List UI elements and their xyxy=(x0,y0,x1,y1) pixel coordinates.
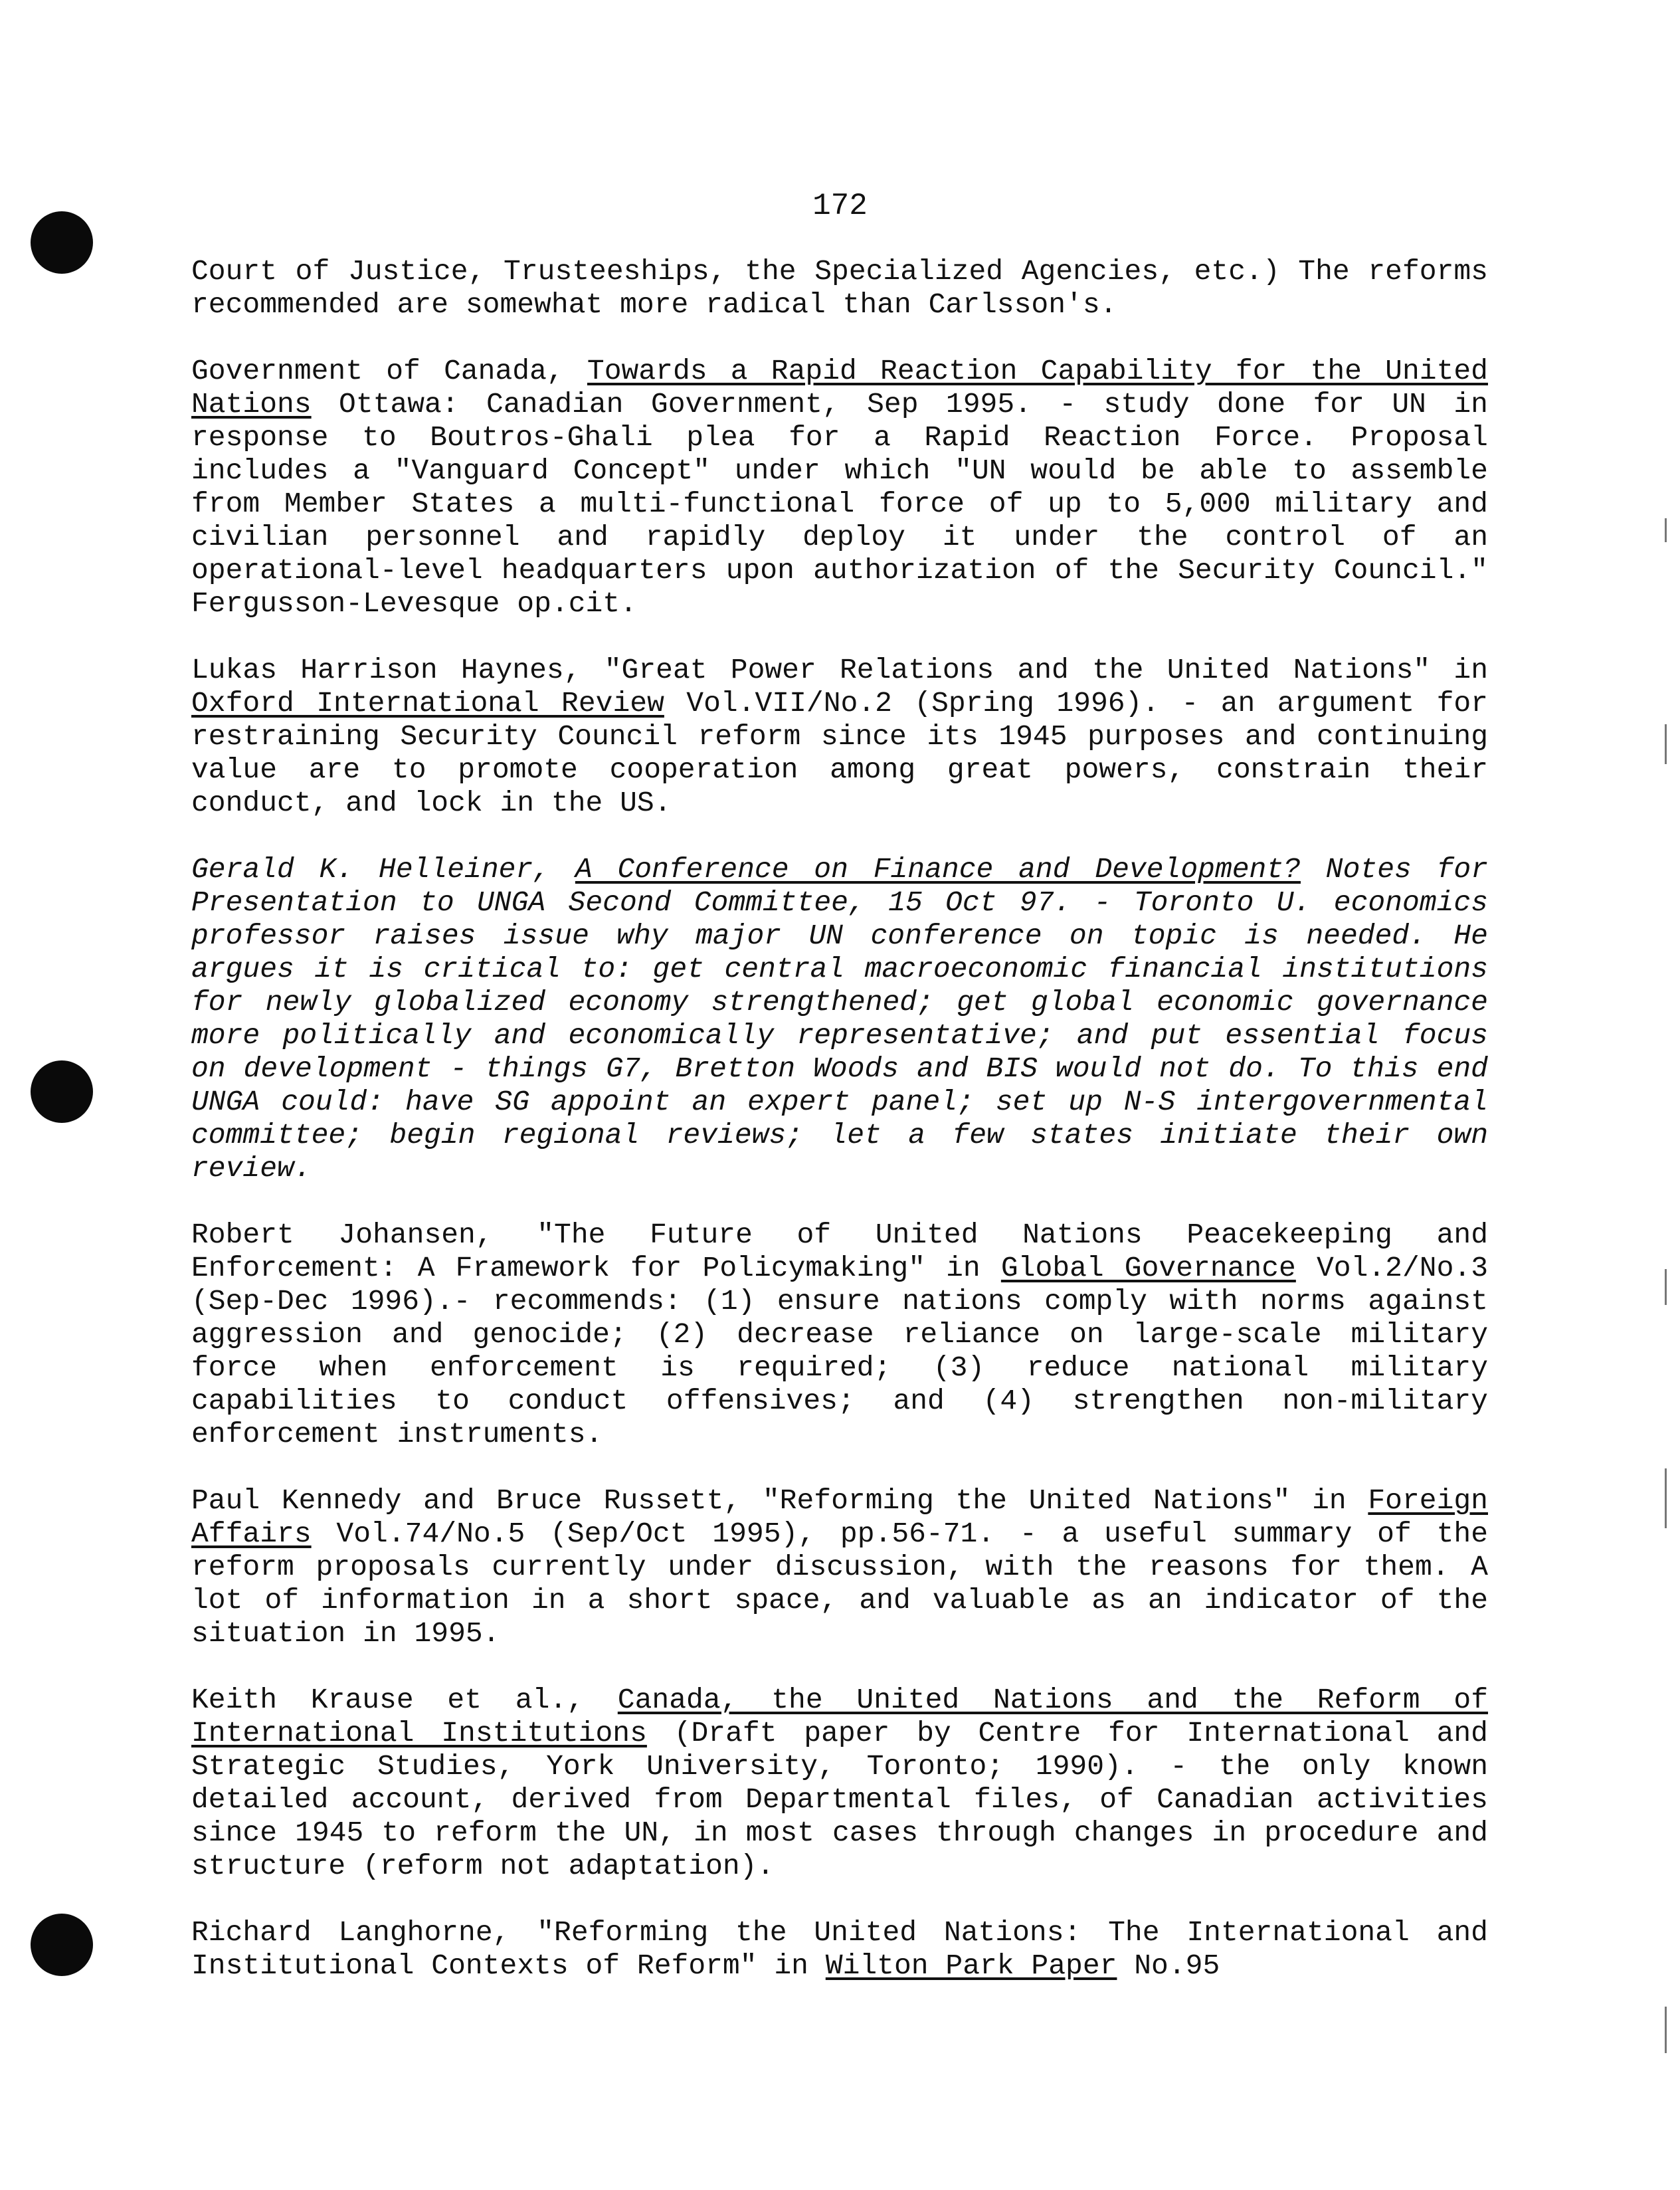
scan-edge-mark xyxy=(1665,518,1667,542)
bibliography-entry xyxy=(191,853,1488,1185)
entry-title-underlined: Oxford International Review xyxy=(191,687,664,720)
entry-text: Vol.2/No.3 (Sep-Dec 1996).- recommends: (1) ensure nations comply with norms against aggression and genocide; (2) decrease reliance on large-scale military force when enforcement is required; (3) reduce national military capabilities to conduct offensives; and (4) strengthen non-military enforcement instruments. xyxy=(191,1252,1488,1450)
entry-text: Government of Canada, xyxy=(191,355,587,387)
scan-edge-mark xyxy=(1665,2007,1667,2053)
bibliography-entry xyxy=(191,654,1488,820)
punch-hole-bottom xyxy=(31,1914,93,1976)
page-number: 172 xyxy=(812,189,868,223)
entry-text: Vol.74/No.5 (Sep/Oct 1995), pp.56-71. - a useful summary of the reform proposals currently under discussion, with the reasons for them. A lot of information in a short space, and valuable as an indicator of the situation in 1995. xyxy=(191,1518,1488,1650)
entry-text: Notes for Presentation to UNGA Second Committee, 15 Oct 97. - Toronto U. economics professor raises issue why major UN conference on topic is needed. He argues it is critical to: get central macroeconomic financial institutions for newly globalized economy strengthened; get global economic governance more politically and economically representative; and put essential focus on development - things G7, Bretton Woods and BIS would not do. To this end UNGA could: have SG appoint an expert panel; set up N-S intergovernmental committee; begin regional reviews; let a few states initiate their own review. xyxy=(191,853,1489,1185)
scan-edge-mark xyxy=(1665,724,1667,764)
entry-text: Keith Krause et al., xyxy=(191,1684,618,1716)
bibliography-entry xyxy=(191,355,1488,621)
bibliography-entry xyxy=(191,1219,1488,1451)
entry-text: Ottawa: Canadian Government, Sep 1995. - study done for UN in response to Boutros-Ghali plea for a Rapid Reaction Force. Proposal includes a "Vanguard Concept" under which "UN would be able to assemble from Member States a multi-functional force of up to 5,000 military and civilian personnel and rapidly deploy it under the control of an operational-level headquarters upon authorization of the Security Council." Fergusson-Levesque op.cit. xyxy=(191,388,1488,620)
bibliography-entry xyxy=(191,1484,1488,1650)
bibliography-entry xyxy=(191,255,1488,322)
scan-edge-mark xyxy=(1665,1468,1667,1528)
bibliography-entries xyxy=(191,255,1488,2016)
entry-text: Paul Kennedy and Bruce Russett, "Reforming the United Nations" in xyxy=(191,1484,1368,1517)
entry-title-underlined: Wilton Park Paper xyxy=(825,1949,1117,1982)
bibliography-entry xyxy=(191,1916,1488,1983)
entry-text: Gerald K. Helleiner, xyxy=(191,853,575,886)
entry-text: Richard Langhorne, "Reforming the United Nations: The International and Institutional Contexts of Reform" in xyxy=(191,1916,1488,1982)
entry-text: No.95 xyxy=(1117,1949,1220,1982)
entry-text: (Draft paper by Centre for International and Strategic Studies, York University, Toronto; 1990). - the only known detailed account, derived from Departmental files, of Canadian activities since 1945 to reform the UN, in most cases through changes in procedure and structure (reform not adaptation). xyxy=(191,1717,1488,1882)
bibliography-entry xyxy=(191,1684,1488,1883)
entry-text: Court of Justice, Trusteeships, the Specialized Agencies, etc.) The reforms recommended are somewhat more radical than Carlsson's. xyxy=(191,255,1488,321)
entry-title-underlined: Foreign Affairs xyxy=(191,1484,1488,1550)
entry-title-underlined: Towards a Rapid Reaction Capability for the United Nations xyxy=(191,355,1488,421)
entry-title-underlined: Canada, the United Nations and the Reform of International Institutions xyxy=(191,1684,1489,1749)
punch-hole-middle xyxy=(31,1060,93,1123)
entry-text: Robert Johansen, "The Future of United Nations Peacekeeping and Enforcement: A Framework for Policymaking" in xyxy=(191,1219,1488,1284)
scan-edge-mark xyxy=(1665,1269,1667,1305)
entry-title-underlined: A Conference on Finance and Development? xyxy=(575,853,1301,886)
entry-text: Vol.VII/No.2 (Spring 1996). - an argument for restraining Security Council reform since its 1945 purposes and continuing value are to promote cooperation among great powers, constrain their conduct, and lock in the US. xyxy=(191,687,1488,819)
entry-text: Lukas Harrison Haynes, "Great Power Relations and the United Nations" in xyxy=(191,654,1488,686)
entry-title-underlined: Global Governance xyxy=(1000,1252,1296,1284)
